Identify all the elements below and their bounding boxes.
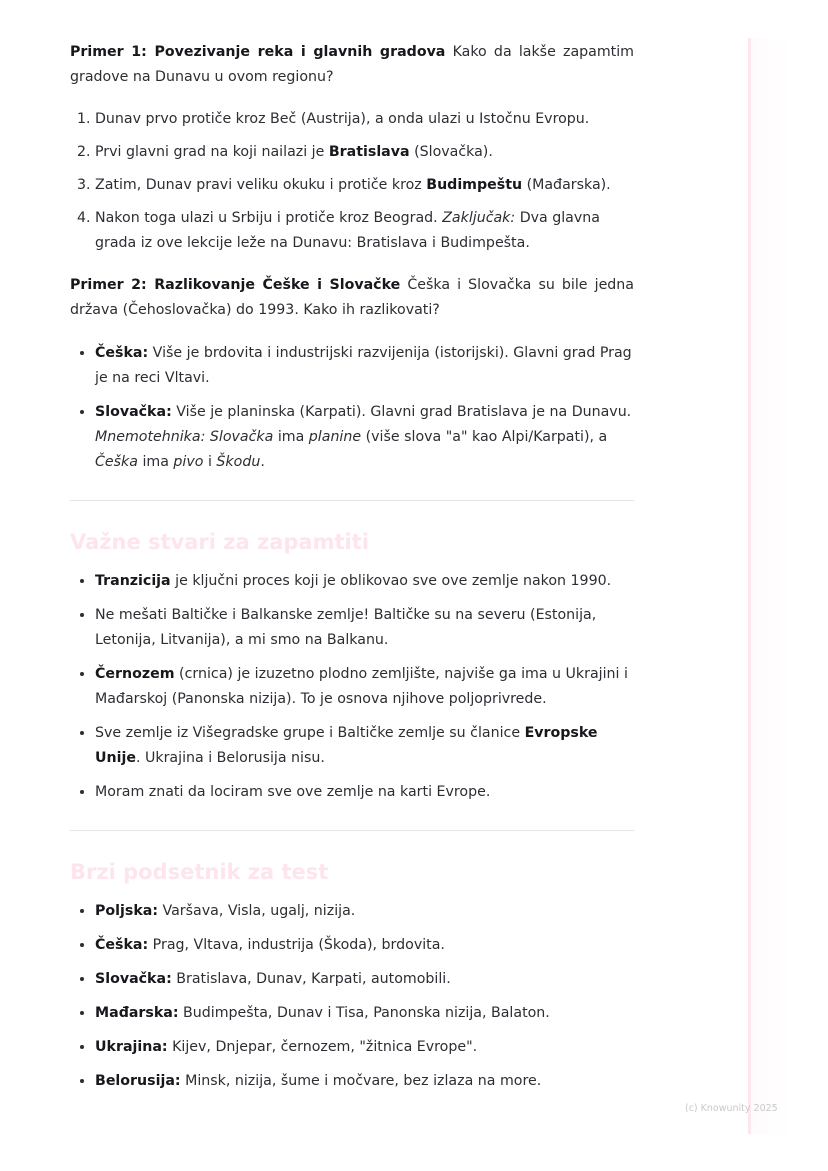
mnemo-text-4: i: [203, 454, 217, 470]
important-4-post: . Ukrajina i Belorusija nisu.: [135, 750, 325, 766]
important-item-5: [95, 780, 634, 805]
step-1-text: Dunav prvo protiče kroz Beč (Austrija), a onda ulazi u Istočnu Evropu.: [95, 111, 590, 127]
document-content: [70, 40, 634, 1094]
important-1-text: je ključni proces koji je oblikovao sve ove zemlje nakon 1990.: [170, 573, 612, 589]
step-2-post: (Slovačka).: [409, 144, 493, 160]
footer-copyright: (c) Knowunity 2025: [685, 1103, 778, 1114]
example1-steps: [70, 107, 634, 256]
mnemo-text-5: .: [260, 454, 265, 470]
mnemo-skoda: Škodu: [216, 454, 261, 470]
example1-paragraph: [70, 40, 634, 90]
important-1-bold: Tranzicija: [95, 573, 171, 589]
step-3-text: Zatim, Dunav pravi veliku okuku i protiče kroz: [95, 177, 427, 193]
divider: [70, 500, 634, 501]
example2-item-ceska: [95, 341, 634, 391]
mnemo-planine: planine: [308, 429, 362, 445]
step-3-bold: Budimpeštu: [426, 177, 523, 193]
reminder-label: Slovačka:: [95, 971, 172, 987]
important-item-4: [95, 721, 634, 771]
example2-title: Primer 2: Razlikovanje Češke i Slovačke: [70, 277, 401, 293]
example2-paragraph: [70, 273, 634, 323]
reminder-text: Bratislava, Dunav, Karpati, automobili.: [171, 971, 451, 987]
reminder-heading: Brzi podsetnik za test: [70, 860, 329, 884]
important-3-bold: Černozem: [95, 666, 175, 682]
mnemo-label: Mnemotehnika: Slovačka: [95, 429, 274, 445]
step-3-post: (Mađarska).: [522, 177, 611, 193]
step-2-bold: Bratislava: [328, 144, 410, 160]
divider: [70, 830, 634, 831]
example1-intro: Kako da lakše zapamtim gradove na Dunavu u ovom regionu?: [70, 44, 634, 85]
step-4-post: Dva glavna grada iz ove lekcije leže na Dunavu: Bratislava i Budimpešta.: [95, 210, 600, 251]
mnemo-text-3: ima: [137, 454, 174, 470]
step-4-text: Nakon toga ulazi u Srbiju i protiče kroz Beograd.: [95, 210, 443, 226]
example1-step-4: [95, 206, 634, 256]
slovacka-text: Više je planinska (Karpati). Glavni grad Bratislava je na Dunavu.: [171, 404, 632, 420]
mnemo-ceska: Češka: [95, 454, 138, 470]
reminder-label: Belorusija:: [95, 1073, 181, 1089]
reminder-text: Varšava, Visla, ugalj, nizija.: [158, 903, 356, 919]
step-4-italic: Zaključak:: [442, 210, 516, 226]
example1-step-1: [95, 107, 634, 132]
reminder-text: Minsk, nizija, šume i močvare, bez izlaza na more.: [180, 1073, 542, 1089]
important-list: [70, 569, 634, 805]
mnemo-text-1: ima: [273, 429, 309, 445]
ceska-label: Češka:: [95, 345, 149, 361]
list-item: [95, 1069, 634, 1094]
reminder-text: Kijev, Dnjepar, černozem, "žitnica Evrope".: [167, 1039, 478, 1055]
important-item-3: [95, 662, 634, 712]
important-item-1: [95, 569, 634, 594]
important-4-text: Sve zemlje iz Višegradske grupe i Baltičke zemlje su članice: [95, 725, 525, 741]
reminder-label: Ukrajina:: [95, 1039, 168, 1055]
mnemo-pivo: pivo: [173, 454, 204, 470]
reminder-label: Poljska:: [95, 903, 158, 919]
important-3-text: (crnica) je izuzetno plodno zemljište, najviše ga ima u Ukrajini i Mađarskoj (Panonska nizija). To je osnova njihove poljoprivrede.: [95, 666, 628, 707]
important-item-2: [95, 603, 634, 653]
important-2-text: Ne mešati Baltičke i Balkanske zemlje! Baltičke su na severu (Estonija, Letonija, Litvanija), a mi smo na Balkanu.: [95, 607, 597, 648]
side-panel: [751, 38, 791, 1134]
list-item: [95, 1035, 634, 1060]
reminder-text: Prag, Vltava, industrija (Škoda), brdovita.: [148, 937, 445, 953]
example1-step-3: [95, 173, 634, 198]
list-item: [95, 899, 634, 924]
important-4-bold: Evropske Unije: [95, 725, 598, 766]
example1-title: Primer 1: Povezivanje reka i glavnih gradova: [70, 44, 446, 60]
reminder-list: [70, 899, 634, 1094]
list-item: [95, 1001, 634, 1026]
example2-item-slovacka: [95, 400, 634, 475]
reminder-label: Češka:: [95, 937, 149, 953]
list-item: [95, 933, 634, 958]
ceska-text: Više je brdovita i industrijski razvijenija (istorijski). Glavni grad Prag je na reci Vltavi.: [95, 345, 632, 386]
slovacka-label: Slovačka:: [95, 404, 172, 420]
example2-intro: Češka i Slovačka su bile jedna država (Čehoslovačka) do 1993. Kako ih razlikovati?: [70, 277, 634, 318]
important-heading: Važne stvari za zapamtiti: [70, 530, 369, 554]
example2-list: [70, 341, 634, 475]
reminder-label: Mađarska:: [95, 1005, 179, 1021]
step-2-text: Prvi glavni grad na koji nailazi je: [95, 144, 329, 160]
important-5-text: Moram znati da lociram sve ove zemlje na karti Evrope.: [95, 784, 491, 800]
mnemo-text-2: (više slova "a" kao Alpi/Karpati), a: [361, 429, 608, 445]
reminder-text: Budimpešta, Dunav i Tisa, Panonska nizija, Balaton.: [178, 1005, 550, 1021]
list-item: [95, 967, 634, 992]
example1-step-2: [95, 140, 634, 165]
